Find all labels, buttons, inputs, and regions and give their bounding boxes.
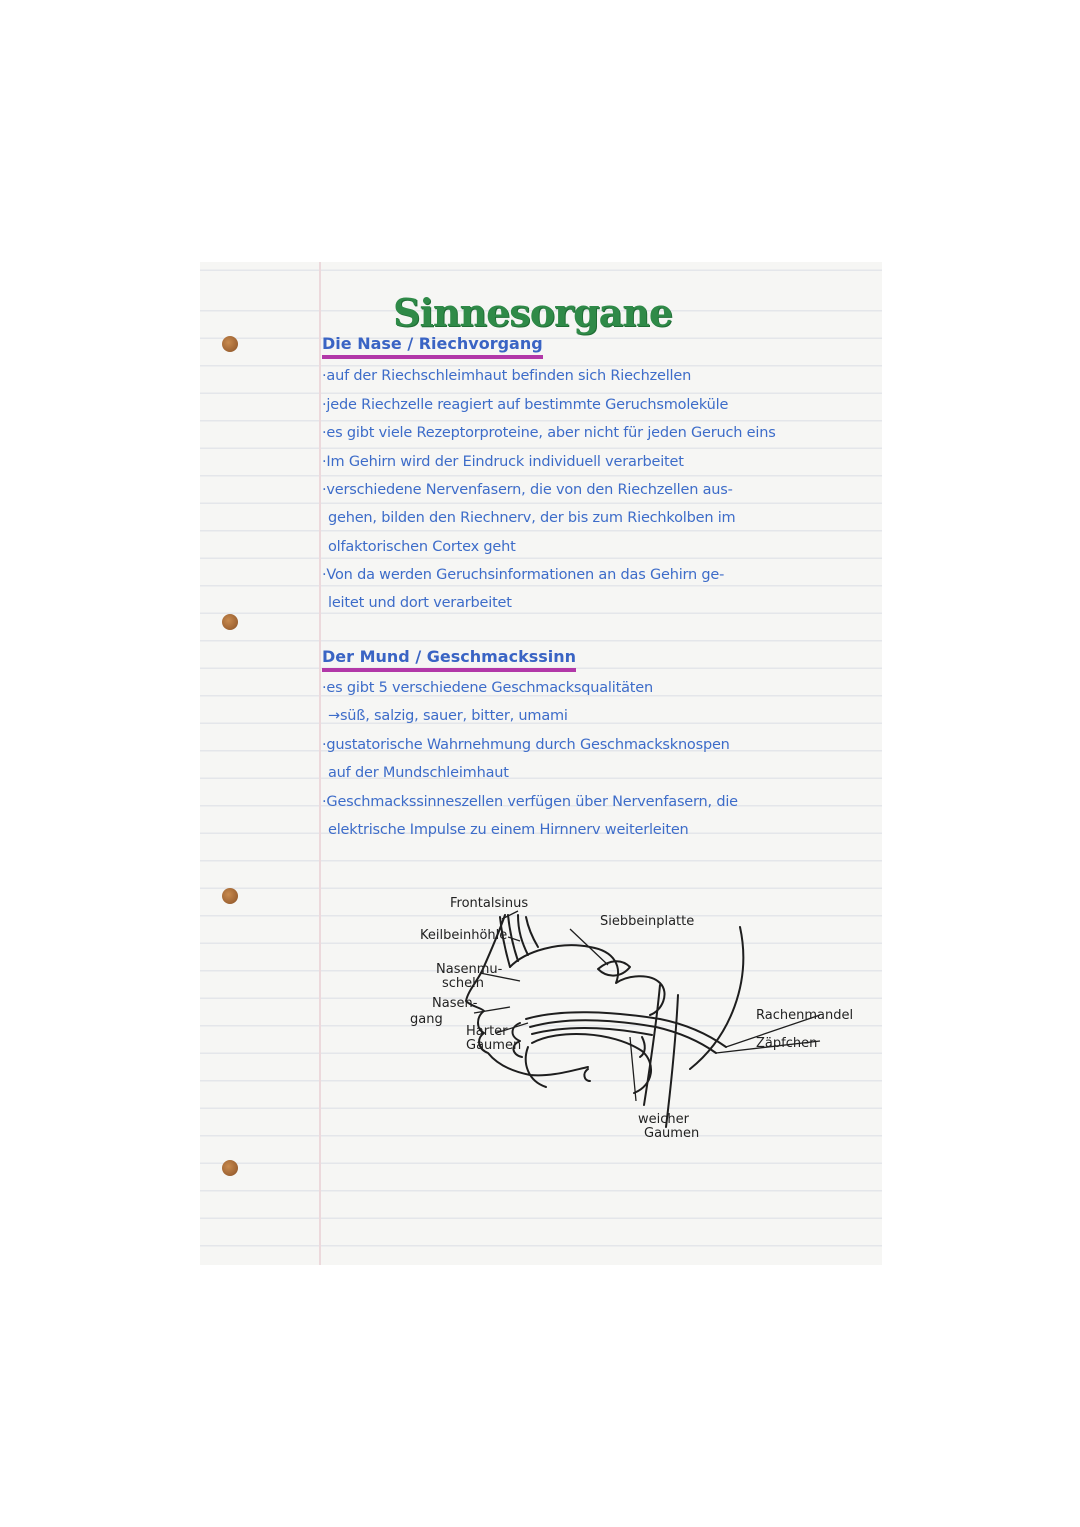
note-line: ·Von da werden Geruchsinformationen an das Gehirn ge- xyxy=(322,567,725,583)
diagram-label-nasenmuschel: scheln xyxy=(442,976,485,991)
note-line: gehen, bilden den Riechnerv, der bis zum Riechkolben im xyxy=(328,510,736,526)
page-title: Sinnesorgane xyxy=(393,290,673,335)
diagram-label-zaepfchen: Zäpfchen xyxy=(756,1036,818,1051)
diagram-label-siebbeinplatte: Siebbeinplatte xyxy=(600,914,695,929)
skull-back-outline xyxy=(690,927,743,1069)
margin-line xyxy=(319,262,321,1265)
diagram-label-nasengang: gang xyxy=(410,1012,443,1027)
diagram-label-nasengang: Nasen- xyxy=(432,996,478,1011)
punch-hole xyxy=(222,614,238,630)
note-line: olfaktorischen Cortex geht xyxy=(328,539,516,555)
diagram-label-nasenmuschel: Nasenmu- xyxy=(436,962,503,977)
note-line: ·verschiedene Nervenfasern, die von den Riechzellen aus- xyxy=(322,482,733,498)
punch-hole xyxy=(222,1160,238,1176)
punch-hole xyxy=(222,336,238,352)
note-line: ·gustatorische Wahrnehmung durch Geschmacksknospen xyxy=(322,737,730,753)
tongue-outline xyxy=(532,1034,651,1093)
diagram-label-keilbeinhoehle: Keilbeinhöhle xyxy=(420,928,508,943)
diagram-label-weicher-gaumen: Gaumen xyxy=(644,1126,700,1141)
note-line: ·es gibt 5 verschiedene Geschmacksqualitäten xyxy=(322,680,653,696)
diagram-label-frontalsinus: Frontalsinus xyxy=(450,896,529,911)
note-line: auf der Mundschleimhaut xyxy=(328,765,509,781)
head-cross-section-diagram xyxy=(360,887,860,1177)
note-line: ·auf der Riechschleimhaut befinden sich Riechzellen xyxy=(322,368,692,384)
section-heading-nose: Die Nase / Riechvorgang xyxy=(322,334,543,359)
note-line: →süß, salzig, sauer, bitter, umami xyxy=(328,708,568,724)
note-line: ·Im Gehirn wird der Eindruck individuell verarbeitet xyxy=(322,454,684,470)
note-line: elektrische Impulse zu einem Hirnnerv weiterleiten xyxy=(328,822,689,838)
notebook-page xyxy=(200,262,882,1265)
note-line: ·Geschmackssinneszellen verfügen über Nervenfasern, die xyxy=(322,794,738,810)
pharynx-front xyxy=(644,985,660,1105)
diagram-label-rachenmandel: Rachenmandel xyxy=(756,1008,854,1023)
note-line: ·es gibt viele Rezeptorproteine, aber nicht für jeden Geruch eins xyxy=(322,425,776,441)
punch-hole xyxy=(222,888,238,904)
note-line: ·jede Riechzelle reagiert auf bestimmte Geruchsmoleküle xyxy=(322,397,729,413)
pharynx-back xyxy=(666,995,678,1127)
note-line: leitet und dort verarbeitet xyxy=(328,595,512,611)
diagram-label-weicher-gaumen: weicher xyxy=(638,1112,689,1127)
sphenoid-sinus xyxy=(598,961,630,975)
nasal-cavity-contour xyxy=(510,945,665,1015)
diagram-label-harter-gaumen: Gaumen xyxy=(466,1038,522,1053)
diagram-label-harter-gaumen: Harter xyxy=(466,1024,508,1039)
section-heading-mouth: Der Mund / Geschmackssinn xyxy=(322,647,576,672)
